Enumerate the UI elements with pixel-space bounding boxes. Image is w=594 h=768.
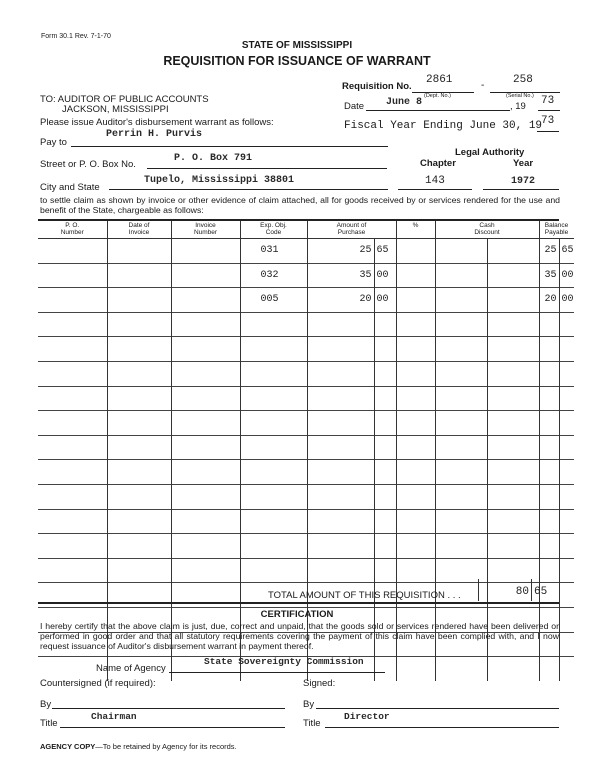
header-balance-payable xyxy=(539,221,574,239)
cell-code[interactable]: 032 xyxy=(240,263,307,288)
requisition-label: Requisition No. xyxy=(342,81,412,92)
by-label-right: By xyxy=(303,699,315,710)
certification-text: I hereby certify that the above claim is just, due, correct and unpaid, that the goods sold or services rendered have been delivered or performed in good order and that all statutory requirements covering the payment of this claim have been complied with, and I now request issuance of Auditor's disbursement warrant in payment thereof. xyxy=(40,621,559,651)
state-heading: STATE OF MISSISSIPPI xyxy=(241,40,353,51)
table-row-empty xyxy=(38,484,574,509)
cell-spacer xyxy=(487,239,539,264)
cell-po[interactable] xyxy=(38,288,107,313)
date-year-prefix: , 19 xyxy=(510,101,526,112)
table-row-empty xyxy=(38,558,574,583)
table-row xyxy=(38,263,574,288)
instruction-text: Please issue Auditor's disbursement warrant as follows: xyxy=(40,117,274,128)
agency-label: Name of Agency xyxy=(96,663,166,674)
footer-copy-label: AGENCY COPY xyxy=(40,742,96,751)
header-amount-of-purchase xyxy=(307,221,396,239)
cell-balance-dollars[interactable]: 20 xyxy=(539,288,559,313)
cell-discount[interactable] xyxy=(435,288,487,313)
total-box-left xyxy=(478,579,479,601)
table-row-empty xyxy=(38,386,574,411)
header-date-of-invoice xyxy=(107,221,171,239)
cell-balance-dollars[interactable]: 35 xyxy=(539,263,559,288)
cell-po[interactable] xyxy=(38,239,107,264)
cell-amount-cents[interactable]: 00 xyxy=(374,263,396,288)
title-value-left[interactable]: Chairman xyxy=(91,711,137,722)
dept-no-value[interactable]: 2861 xyxy=(426,74,453,86)
fiscal-year-value[interactable]: 73 xyxy=(541,115,555,127)
header-invoice-number-text: Invoice Number xyxy=(193,222,218,236)
title-line-left xyxy=(60,727,285,728)
table-row-empty xyxy=(38,435,574,460)
table-header-row xyxy=(38,221,574,239)
city-state-value[interactable]: Tupelo, Mississippi 38801 xyxy=(144,175,295,186)
city-state-line xyxy=(109,189,388,190)
table-row-empty xyxy=(38,534,574,559)
cell-invoice[interactable] xyxy=(171,288,240,313)
agency-line xyxy=(169,672,385,673)
requisition-separator: - xyxy=(481,80,485,91)
title-label-left: Title xyxy=(40,718,58,729)
certification-title: CERTIFICATION xyxy=(260,609,334,620)
year-label: Year xyxy=(513,158,534,169)
by-label-left: By xyxy=(40,699,52,710)
cell-amount-cents[interactable]: 65 xyxy=(374,239,396,264)
chapter-label: Chapter xyxy=(420,158,456,169)
header-invoice-number xyxy=(171,221,240,239)
cell-amount-dollars[interactable]: 25 xyxy=(307,239,374,264)
title-label-right: Title xyxy=(303,718,321,729)
total-dollars[interactable]: 80 xyxy=(515,586,529,598)
cell-balance-dollars[interactable]: 25 xyxy=(539,239,559,264)
cell-po[interactable] xyxy=(38,263,107,288)
cell-code[interactable]: 005 xyxy=(240,288,307,313)
pay-to-label: Pay to xyxy=(40,137,67,148)
header-exp-obj-code-text: Exp. Obj. Code xyxy=(260,222,287,236)
cell-percent[interactable] xyxy=(396,263,435,288)
header-exp-obj-code xyxy=(240,221,307,239)
cell-code[interactable]: 031 xyxy=(240,239,307,264)
cell-amount-dollars[interactable]: 20 xyxy=(307,288,374,313)
date-value[interactable]: June 8 xyxy=(386,97,423,108)
serial-no-value[interactable]: 258 xyxy=(513,74,533,86)
footer-copy-text: —To be retained by Agency for its records. xyxy=(95,742,237,751)
date-label: Date xyxy=(344,101,365,112)
cell-balance-cents[interactable]: 00 xyxy=(559,263,574,288)
cell-spacer xyxy=(487,263,539,288)
cell-discount[interactable] xyxy=(435,239,487,264)
dept-no-caption: (Dept. No.) xyxy=(424,93,451,99)
date-line xyxy=(366,110,510,111)
addressee-line1: TO: AUDITOR OF PUBLIC ACCOUNTS xyxy=(40,94,209,105)
table-row xyxy=(38,288,574,313)
cell-date[interactable] xyxy=(107,239,171,264)
table-row-empty xyxy=(38,361,574,386)
header-cash-discount-text: Cash Discount xyxy=(474,222,500,236)
date-year-value[interactable]: 73 xyxy=(541,95,555,107)
total-label: TOTAL AMOUNT OF THIS REQUISITION . . . xyxy=(268,590,461,601)
table-row-empty xyxy=(38,509,574,534)
city-state-label: City and State xyxy=(40,182,100,193)
agency-value[interactable]: State Sovereignty Commission xyxy=(204,656,364,667)
footer-note xyxy=(40,742,237,751)
cell-amount-dollars[interactable]: 35 xyxy=(307,263,374,288)
total-cents[interactable]: 65 xyxy=(534,586,548,598)
fiscal-year-line xyxy=(537,131,559,132)
signed-label: Signed: xyxy=(303,678,336,689)
title-value-right[interactable]: Director xyxy=(344,711,390,722)
pay-to-value[interactable]: Perrin H. Purvis xyxy=(106,129,203,140)
countersigned-label: Countersigned (if required): xyxy=(40,678,156,689)
by-line-left[interactable] xyxy=(52,708,285,709)
header-percent xyxy=(396,221,435,239)
street-label: Street or P. O. Box No. xyxy=(40,159,136,170)
street-line xyxy=(147,168,387,169)
cell-balance-cents[interactable]: 00 xyxy=(559,288,574,313)
header-po-number xyxy=(38,221,107,239)
form-number: Form 30.1 Rev. 7-1-70 xyxy=(41,33,111,40)
cell-amount-cents[interactable]: 00 xyxy=(374,288,396,313)
cell-percent[interactable] xyxy=(396,288,435,313)
header-date-of-invoice-text: Date of Invoice xyxy=(128,222,150,236)
table-row-empty xyxy=(38,460,574,485)
chapter-line xyxy=(398,189,472,190)
cell-percent[interactable] xyxy=(396,239,435,264)
year-line xyxy=(483,189,559,190)
cell-spacer xyxy=(487,288,539,313)
cell-date[interactable] xyxy=(107,288,171,313)
pay-to-line xyxy=(71,146,388,147)
fiscal-year-label: Fiscal Year Ending June 30, 19 xyxy=(344,120,543,132)
header-amount-of-purchase-text: Amount of Purchase xyxy=(336,222,367,236)
cell-invoice[interactable] xyxy=(171,263,240,288)
table-row-empty xyxy=(38,411,574,436)
settle-text: to settle claim as shown by invoice or other evidence of claim attached, all for goods received by or services rendered for the use and benefit of the State, chargeable as follows: xyxy=(40,195,560,215)
header-cash-discount xyxy=(435,221,539,239)
cell-balance-cents[interactable]: 65 xyxy=(559,239,574,264)
table-bottom-rule xyxy=(38,602,559,604)
table-row-empty xyxy=(38,337,574,362)
table-row xyxy=(38,239,574,264)
header-balance-payable-text: Balance Payable xyxy=(544,222,569,236)
serial-no-caption: (Serial No.) xyxy=(506,93,534,99)
addressee-line2: JACKSON, MISSISSIPPI xyxy=(62,104,169,115)
street-value[interactable]: P. O. Box 791 xyxy=(174,153,253,164)
by-line-right[interactable] xyxy=(316,708,559,709)
header-percent-text: % xyxy=(412,222,419,229)
form-title: REQUISITION FOR ISSUANCE OF WARRANT xyxy=(163,54,431,68)
legal-authority-label: Legal Authority xyxy=(455,147,525,158)
total-cents-divider xyxy=(531,579,532,601)
header-po-number-text: P. O. Number xyxy=(60,222,84,236)
cell-date[interactable] xyxy=(107,263,171,288)
table-row-empty xyxy=(38,312,574,337)
chapter-value[interactable]: 143 xyxy=(425,175,445,187)
title-line-right xyxy=(325,727,559,728)
year-value[interactable]: 1972 xyxy=(511,176,536,187)
cell-discount[interactable] xyxy=(435,263,487,288)
date-year-line xyxy=(538,110,560,111)
cell-invoice[interactable] xyxy=(171,239,240,264)
